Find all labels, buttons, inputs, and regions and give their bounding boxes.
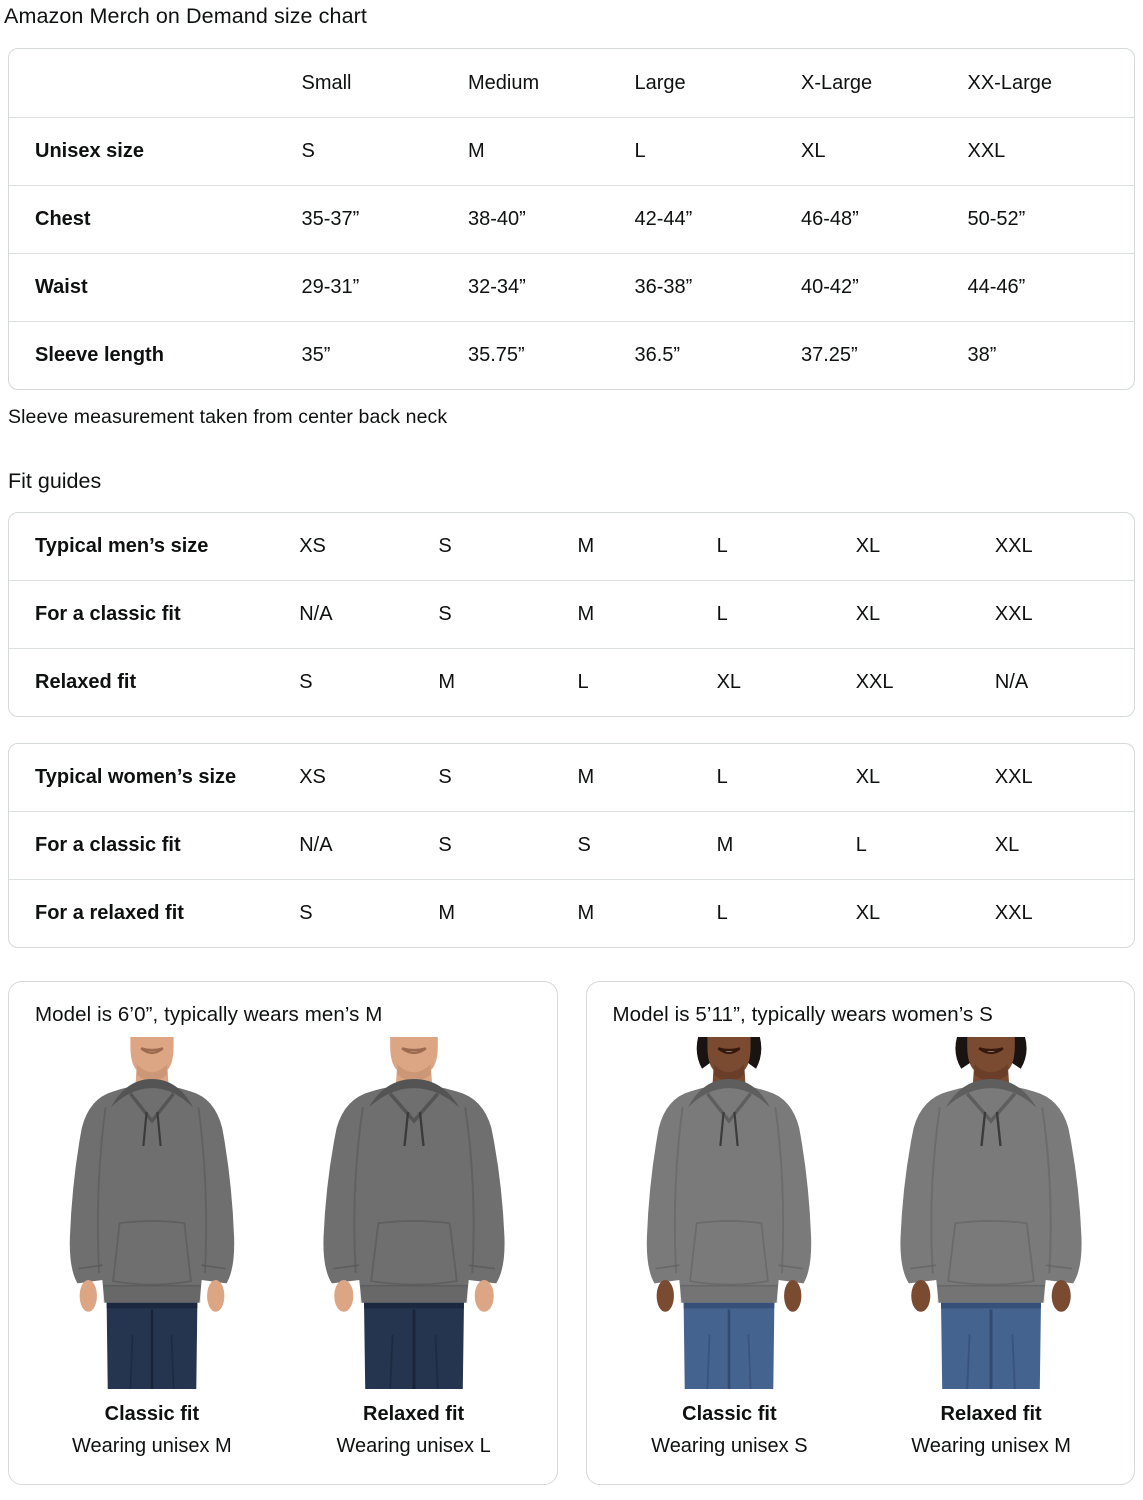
table-cell: S [438, 766, 452, 788]
table-cell: 50-52” [967, 185, 1134, 253]
table-cell: 36-38” [634, 253, 801, 321]
table-cell: XL [856, 879, 995, 947]
womens-model-panel [586, 981, 1136, 1485]
table-cell: N/A [299, 811, 438, 879]
table-cell: L [856, 811, 995, 879]
row-label: Typical women’s size [35, 766, 237, 788]
table-cell: XS [299, 766, 326, 788]
womens-fit-card [8, 743, 1135, 948]
hoodie-model-woman-classic-image [621, 1037, 837, 1389]
table-cell: XXL [994, 766, 1033, 788]
table-cell: L [717, 879, 856, 947]
column-header: XX-Large [967, 71, 1052, 94]
wearing-label: Wearing unisex M [72, 1435, 232, 1457]
mens-fit-table [9, 513, 1134, 716]
table-cell: M [577, 580, 716, 648]
hoodie-model-man-classic-image [44, 1037, 260, 1389]
table-cell: 36.5” [634, 321, 801, 389]
womens-relaxed-photo [872, 1037, 1110, 1389]
mens-relaxed-photo [295, 1037, 533, 1389]
table-cell: M [577, 879, 716, 947]
table-cell: 40-42” [801, 253, 968, 321]
column-header: Large [634, 71, 686, 94]
table-cell: N/A [299, 580, 438, 648]
row-label: For a relaxed fit [9, 879, 299, 947]
table-cell: 29-31” [301, 253, 468, 321]
table-row [9, 580, 1134, 648]
table-row [9, 185, 1134, 253]
mens-classic-figure [25, 1037, 279, 1458]
table-cell: M [577, 535, 595, 557]
mens-fit-card [8, 512, 1135, 717]
table-cell: M [717, 811, 856, 879]
table-cell: L [577, 648, 716, 716]
table-cell: 35” [301, 321, 468, 389]
table-cell: XXL [856, 648, 995, 716]
row-label: For a classic fit [9, 811, 299, 879]
table-cell: 38” [967, 321, 1134, 389]
table-cell: M [577, 766, 595, 788]
table-cell: XL [855, 535, 881, 557]
table-cell: XL [717, 648, 856, 716]
table-cell: 46-48” [801, 185, 968, 253]
row-label: Unisex size [9, 117, 301, 185]
table-cell: XL [856, 580, 995, 648]
row-label: Sleeve length [9, 321, 301, 389]
table-cell: S [438, 811, 577, 879]
table-cell: N/A [995, 648, 1134, 716]
table-row [9, 648, 1134, 716]
table-row [9, 117, 1134, 185]
table-cell: 37.25” [801, 321, 968, 389]
table-cell: M [438, 879, 577, 947]
table-row [9, 253, 1134, 321]
womens-fit-table [9, 744, 1134, 947]
column-header: Small [301, 71, 352, 94]
sleeve-note: Sleeve measurement taken from center back neck [8, 406, 448, 428]
row-label: Waist [9, 253, 301, 321]
table-cell: M [468, 117, 635, 185]
column-header: Medium [467, 71, 540, 94]
table-cell: S [438, 580, 577, 648]
table-cell: S [299, 648, 438, 716]
fit-guides-heading: Fit guides [8, 469, 102, 493]
table-row [9, 513, 1134, 580]
womens-relaxed-figure [864, 1037, 1118, 1458]
table-cell: S [438, 535, 452, 557]
row-label: Chest [9, 185, 301, 253]
fit-label: Classic fit [104, 1403, 200, 1425]
womens-classic-photo [621, 1037, 837, 1389]
womens-classic-figure [603, 1037, 857, 1458]
mens-panel-heading: Model is 6’0”, typically wears men’s M [35, 1003, 383, 1026]
fit-label: Relaxed fit [940, 1403, 1042, 1425]
table-cell: 32-34” [468, 253, 635, 321]
row-label: Relaxed fit [9, 648, 299, 716]
table-cell: XXL [995, 580, 1134, 648]
page-title: Amazon Merch on Demand size chart [4, 4, 367, 28]
hoodie-model-man-relaxed-image [295, 1037, 533, 1389]
fit-label: Classic fit [682, 1403, 777, 1425]
table-cell: L [634, 117, 801, 185]
table-cell: 35.75” [468, 321, 635, 389]
table-cell: L [717, 580, 856, 648]
table-cell: 35-37” [301, 185, 468, 253]
table-cell: L [716, 766, 728, 788]
table-cell: XXL [967, 117, 1134, 185]
table-cell: 44-46” [967, 253, 1134, 321]
row-label: Typical men’s size [35, 535, 209, 557]
model-panels [8, 981, 1135, 1485]
table-cell: XXL [995, 879, 1134, 947]
mens-classic-photo [44, 1037, 260, 1389]
table-cell: S [299, 879, 438, 947]
wearing-label: Wearing unisex L [336, 1435, 491, 1457]
table-cell: M [438, 648, 577, 716]
table-cell: XS [299, 535, 326, 557]
fit-label: Relaxed fit [363, 1403, 465, 1425]
column-header: X-Large [800, 71, 873, 94]
table-row [9, 811, 1134, 879]
mens-model-panel [8, 981, 558, 1485]
table-cell: 38-40” [468, 185, 635, 253]
size-chart-card [8, 48, 1135, 390]
hoodie-model-woman-relaxed-image [872, 1037, 1110, 1389]
table-row [9, 744, 1134, 811]
row-label: For a classic fit [9, 580, 299, 648]
wearing-label: Wearing unisex S [651, 1435, 808, 1457]
table-cell: XL [801, 117, 968, 185]
size-chart-table [9, 49, 1134, 389]
table-cell: XXL [994, 535, 1033, 557]
wearing-label: Wearing unisex M [911, 1435, 1071, 1457]
table-cell: S [577, 811, 716, 879]
table-cell: 42-44” [634, 185, 801, 253]
womens-panel-heading: Model is 5’11”, typically wears women’s S [612, 1003, 993, 1026]
table-cell: L [716, 535, 728, 557]
mens-relaxed-figure [287, 1037, 541, 1458]
table-cell: XL [855, 766, 881, 788]
table-row [9, 321, 1134, 389]
table-cell: XL [995, 811, 1134, 879]
table-cell: S [301, 117, 468, 185]
table-row [9, 879, 1134, 947]
column-header [9, 49, 301, 117]
